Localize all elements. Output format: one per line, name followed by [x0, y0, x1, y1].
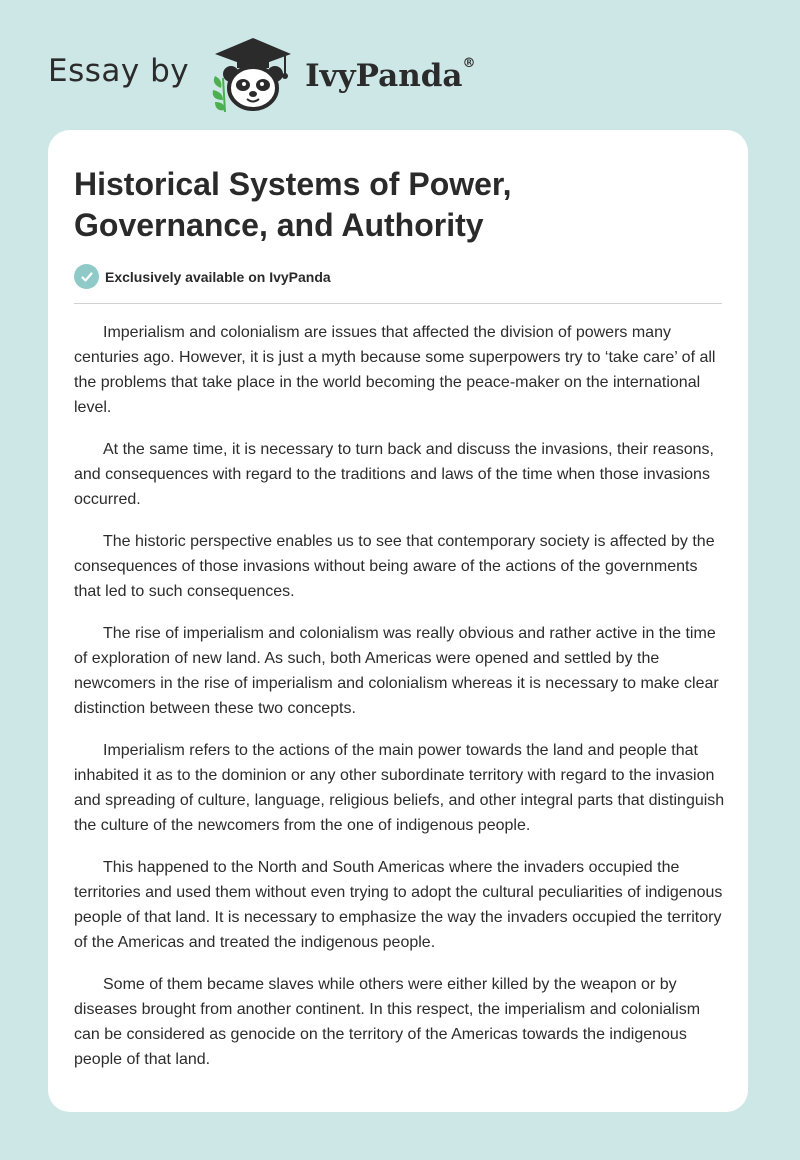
- paragraph: The historic perspective enables us to see that contemporary society is affected by the consequences of those invasions without being aware of the actions of the governments that led to such consequences.: [74, 533, 715, 600]
- title-divider: [74, 303, 722, 304]
- essay-by-label: Essay by: [48, 53, 190, 89]
- exclusive-badge: [74, 264, 331, 289]
- site-header: [48, 34, 476, 114]
- essay-card: [48, 130, 748, 1112]
- brand-text: IvyPanda: [305, 58, 463, 94]
- brand-name[interactable]: [305, 58, 475, 94]
- paragraph: The rise of imperialism and colonialism was really obvious and rather active in the time of exploration of new land. As such, both Americas were opened and settled by the newcomers in the rise of imperialism and colonialism whereas it is necessary to make clear distinction between these two concepts.: [74, 625, 719, 717]
- paragraph: Some of them became slaves while others were either killed by the weapon or by diseases brought from another continent. In this respect, the imperialism and colonialism can be considered as genocide on the territory of the Americas towards the indigenous people of that land.: [74, 976, 701, 1068]
- paragraph: At the same time, it is necessary to turn back and discuss the invasions, their reasons, and consequences with regard to the traditions and laws of the time when those invasions occurred.: [74, 441, 714, 508]
- essay-title: Historical Systems of Power, Governance, and Authority: [74, 166, 512, 243]
- registered-mark: ®: [462, 56, 476, 71]
- paragraph: This happened to the North and South Americas where the invaders occupied the territories and used them without even trying to adopt the cultural peculiarities of indigenous people of that land. It is necessary to emphasize the way the invaders occupied the territory of the Americas and treated the indigenous people.: [74, 859, 723, 951]
- essay-body: [74, 320, 726, 1089]
- panda-logo-icon[interactable]: [207, 34, 299, 114]
- paragraph: Imperialism refers to the actions of the main power towards the land and people that inhabited it as to the dominion or any other subordinate territory with regard to the invasion and spreading of culture, language, religious beliefs, and other integral parts that distinguish the culture of the newcomers from the one of indigenous people.: [74, 742, 725, 834]
- checkmark-icon: [74, 264, 99, 289]
- paragraph: Imperialism and colonialism are issues that affected the division of powers many centuries ago. However, it is just a myth because some superpowers try to ‘take care’ of all the problems that take place in the world becoming the peace-maker on the international level.: [74, 324, 716, 416]
- exclusive-badge-label: Exclusively available on IvyPanda: [105, 268, 331, 285]
